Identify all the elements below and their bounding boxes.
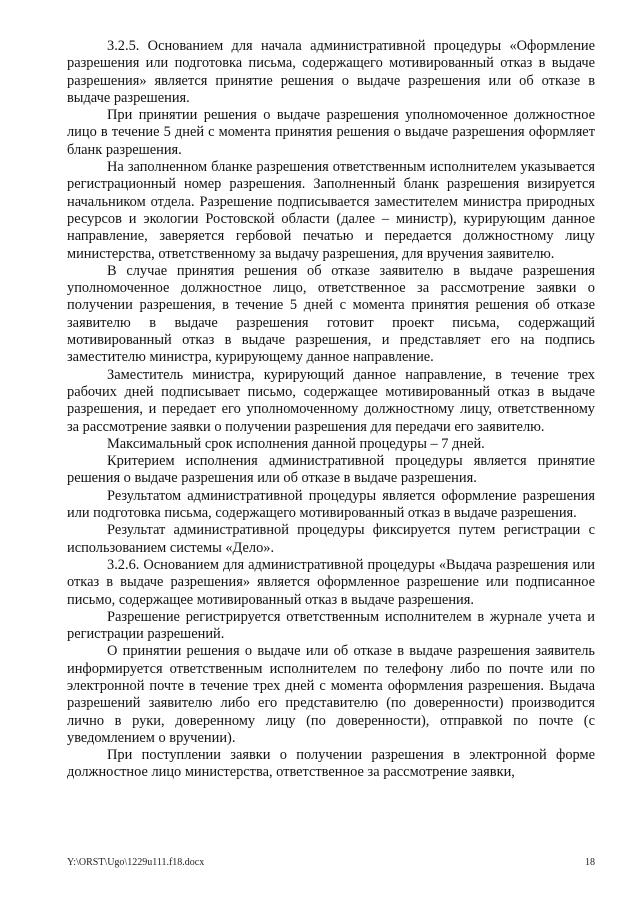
paragraph: 3.2.6. Основанием для административной процедуры «Выдача разрешения или отказ в выдаче разрешения» является оформленное разрешение или подписанное письмо, содержащее мотивированный отказ в выдаче разрешения.: [67, 556, 595, 608]
document-body: [67, 38, 595, 782]
paragraph: Результат административной процедуры фиксируется путем регистрации с использованием системы «Дело».: [67, 522, 595, 556]
paragraph: Разрешение регистрируется ответственным исполнителем в журнале учета и регистрации разрешений.: [67, 608, 595, 643]
paragraph: Критерием исполнения административной процедуры является принятие решения о выдаче разрешения или об отказе в выдаче разрешения.: [67, 453, 595, 487]
paragraph: О принятии решения о выдаче или об отказе в выдаче разрешения заявитель информируется ответственным исполнителем по телефону либо по почте или по электронной почте в течение трех дней с момента оформления разрешения. Выдача разрешений заявителю либо его представителю (по доверенности) производится лично в руки, доверенному лицу (по доверенности), отправкой по почте (с уведомлением о вручении).: [67, 643, 595, 746]
page-footer: [67, 856, 595, 870]
page-number: 18: [585, 857, 595, 868]
file-path: Y:\ORST\Ugo\1229u111.f18.docx: [67, 857, 205, 868]
paragraph: Максимальный срок исполнения данной процедуры – 7 дней.: [107, 435, 485, 452]
paragraph: При поступлении заявки о получении разрешения в электронной форме должностное лицо министерства, ответственное за рассмотрение заявки,: [67, 747, 595, 781]
paragraph: На заполненном бланке разрешения ответственным исполнителем указывается регистрационный номер разрешения. Заполненный бланк разрешения визируется начальником отдела. Разрешение подписывается заместителем министра природных ресурсов и экологии Ростовской области (далее – министр), курирующим данное направление, заверяется гербовой печатью и передается должностному лицу министерства, ответственному за выдачу разрешения, для вручения заявителю.: [67, 159, 595, 262]
paragraph: 3.2.5. Основанием для начала административной процедуры «Оформление разрешения или подготовка письма, содержащего мотивированный отказ в выдаче разрешения» является принятие решения о выдаче разрешения или об отказе в выдаче разрешения.: [67, 38, 595, 106]
paragraph: Заместитель министра, курирующий данное направление, в течение трех рабочих дней подписывает письмо, содержащее мотивированный отказ в выдаче разрешения, и передает его уполномоченному должностному лицу, ответственному за рассмотрение заявки о получении разрешения для передачи его заявителю.: [67, 366, 595, 435]
paragraph: При принятии решения о выдаче разрешения уполномоченное должностное лицо в течение 5 дней с момента принятия решения о выдаче разрешения оформляет бланк разрешения.: [67, 107, 595, 158]
paragraph: Результатом административной процедуры является оформление разрешения или подготовка письма, содержащего мотивированный отказ в выдаче разрешения.: [67, 487, 595, 522]
paragraph: В случае принятия решения об отказе заявителю в выдаче разрешения уполномоченное должностное лицо, ответственное за рассмотрение заявки о получении разрешения, в течение 5 дней с момента принятия решения об отказе заявителю в выдаче разрешения готовит проект письма, содержащий мотивированный отказ в выдаче разрешения, и представляет его на подпись заместителю министра, курирующему данное направление.: [67, 262, 595, 366]
